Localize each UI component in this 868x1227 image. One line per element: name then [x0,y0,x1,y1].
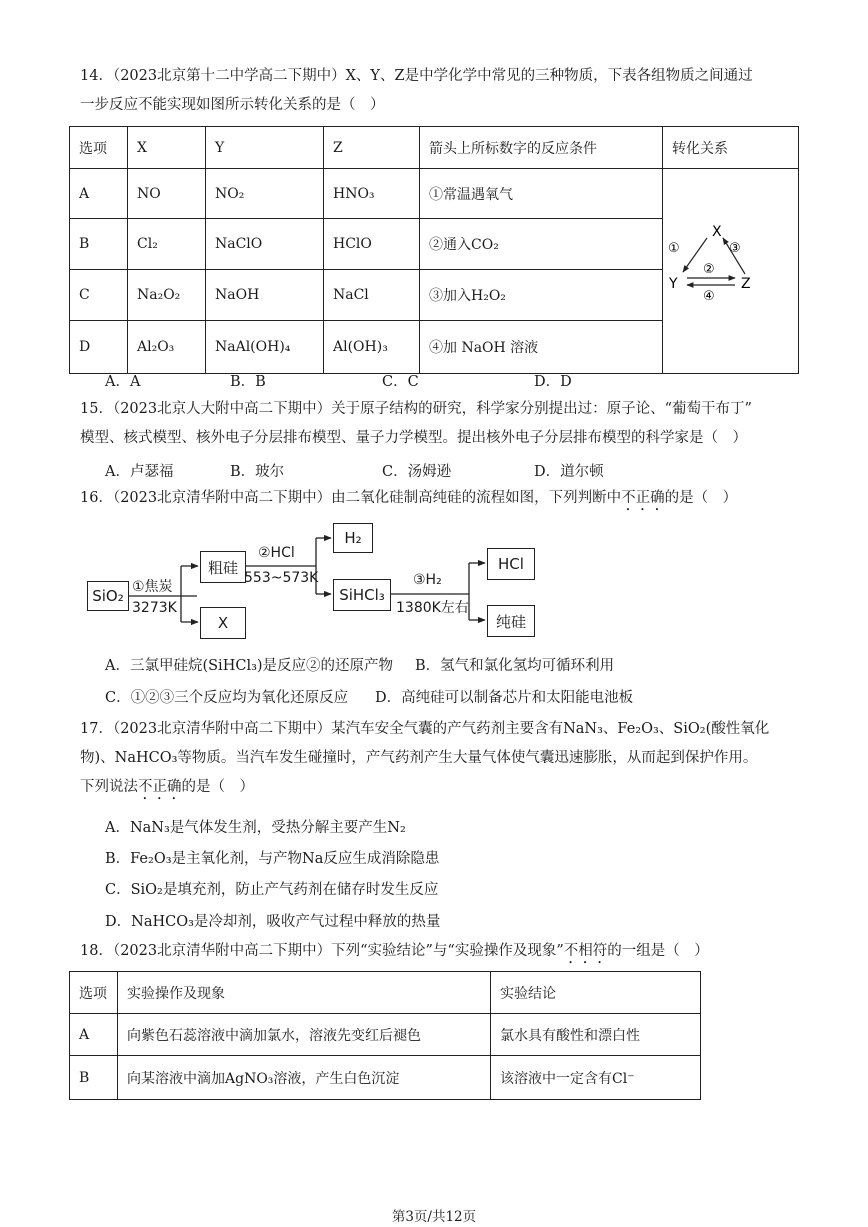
q17-stem [80,715,800,803]
q18-stem-end: 的一组是（ ） [607,943,709,959]
x-cell: NO [128,169,206,219]
option-cell: A [70,1014,118,1056]
q16-stem-text: 16．（2023北京清华附中高二下期中）由二氧化硅制高纯硅的流程如图，下列判断中 [80,490,622,506]
node-z: Z [741,276,751,292]
q16-stem-emphasis: 不正确 [621,490,665,506]
step3-condition: 1380K左右 [396,600,469,616]
condition-cell: ③加入H₂O₂ [420,270,663,321]
x-cell: Al₂O₃ [128,321,206,374]
q14-stem-line2: 一步反应不能实现如图所示转化关系的是（ ） [80,97,385,113]
label-4: ④ [703,289,715,304]
y-cell: NaOH [206,270,324,321]
q14-header-cell: Z [324,127,420,169]
q17-stem-line3-end: 的是（ ） [181,779,254,795]
q16-option-a[interactable]: A．三氯甲硅烷(SiHCl₃)是反应②的还原产物 [105,658,394,674]
step2-condition: 553~573K [244,570,319,586]
z-cell: Al(OH)₃ [324,321,420,374]
step3-reagent: ③H₂ [413,572,442,588]
y-cell: NaClO [206,219,324,270]
page-footer: 第3页/共12页 [391,1209,477,1225]
q14-stem-line1: 14．（2023北京第十二中学高二下期中）X、Y、Z是中学化学中常见的三种物质，下表各组物质之间通过 [80,68,753,84]
q18-header-cell: 实验结论 [491,972,701,1014]
step1-condition: 3273K [132,600,177,616]
q14-header-cell: 转化关系 [663,127,799,169]
condition-cell: ①常温遇氧气 [420,169,663,219]
q18-header-cell: 实验操作及现象 [118,972,491,1014]
q16-option-c[interactable]: C．①②③三个反应均为氧化还原反应 [105,690,349,706]
q18-table [69,971,701,1100]
z-cell: NaCl [324,270,420,321]
q15-stem-line1: 15．（2023北京人大附中高二下期中）关于原子结构的研究，科学家分别提出过：原子论、“葡萄干布丁” [80,401,752,417]
q16-option-b[interactable]: B．氢气和氯化氢均可循环利用 [415,658,615,674]
q17-option-d[interactable]: D．NaHCO₃是冷却剂，吸收产气过程中释放的热量 [105,914,441,930]
q14-header-cell: X [128,127,206,169]
q18-stem [80,937,800,967]
conclusion-cell: 该溶液中一定含有Cl⁻ [491,1056,701,1100]
option-cell: D [70,321,128,374]
node-sio2: SiO₂ [87,581,129,611]
step1-reagent: ①焦炭 [132,579,173,595]
condition-cell: ②通入CO₂ [420,219,663,270]
option-a[interactable]: A．卢瑟福 [105,464,174,480]
option-cell: B [70,219,128,270]
q18-header-cell: 选项 [70,972,118,1014]
node-hcl: HCl [487,548,535,580]
option-a[interactable]: A．A [105,374,141,390]
node-x: X [712,224,722,240]
option-b[interactable]: B．玻尔 [230,464,285,480]
operation-cell: 向某溶液中滴加AgNO₃溶液，产生白色沉淀 [118,1056,491,1100]
option-d[interactable]: D．D [534,374,572,390]
q15-stem-line2: 模型、核式模型、核外电子分层排布模型、量子力学模型。提出核外电子分层排布模型的科学家是（ ） [80,430,747,446]
x-cell: Na₂O₂ [128,270,206,321]
q17-option-a[interactable]: A．NaN₃是气体发生剂，受热分解主要产生N₂ [105,820,406,836]
q18-stem-emphasis: 不相符 [563,943,608,959]
q17-stem-line2: 物)、NaHCO₃等物质。当汽车发生碰撞时，产气药剂产生大量气体使气囊迅速膨胀，从而起到保护作用。 [80,750,758,766]
option-c[interactable]: C．C [382,374,419,390]
node-sihcl3: SiHCl₃ [333,579,391,611]
z-cell: HClO [324,219,420,270]
node-y: Y [669,276,678,292]
q18-stem-text: 18．（2023北京清华附中高二下期中）下列“实验结论”与“实验操作及现象” [80,943,564,959]
option-cell: A [70,169,128,219]
y-cell: NO₂ [206,169,324,219]
step2-reagent: ②HCl [258,545,295,561]
conclusion-cell: 氯水具有酸性和漂白性 [491,1014,701,1056]
q17-stem-emphasis: 不正确 [138,779,182,795]
option-b[interactable]: B．B [230,374,266,390]
q17-stem-line1: 17．（2023北京清华附中高二下期中）某汽车安全气囊的产气药剂主要含有NaN₃、Fe₂O₃、SiO₂(酸性氧化 [80,721,770,737]
y-cell: NaAl(OH)₄ [206,321,324,374]
q14-header-cell: Y [206,127,324,169]
q17-stem-line3-text: 下列说法 [80,779,138,795]
node-h2: H₂ [333,523,373,553]
q17-option-c[interactable]: C．SiO₂是填充剂，防止产气药剂在储存时发生反应 [105,882,439,898]
q17-option-b[interactable]: B．Fe₂O₃是主氧化剂，与产物Na反应生成消除隐患 [105,851,440,867]
q14-header-cell: 选项 [70,127,128,169]
label-2: ② [703,262,715,277]
table-row [70,1014,701,1056]
option-d[interactable]: D．道尔顿 [534,464,604,480]
table-row [70,1056,701,1100]
node-pure-silicon: 纯硅 [487,605,535,637]
condition-cell: ④加 NaOH 溶液 [420,321,663,374]
option-cell: C [70,270,128,321]
label-3: ③ [729,241,741,256]
q16-stem-end: 的是（ ） [664,490,738,506]
label-1: ① [668,241,680,256]
node-x: X [200,607,246,639]
option-c[interactable]: C．汤姆逊 [382,464,452,480]
x-cell: Cl₂ [128,219,206,270]
q14-header-cell: 箭头上所标数字的反应条件 [420,127,663,169]
z-cell: HNO₃ [324,169,420,219]
operation-cell: 向紫色石蕊溶液中滴加氯水，溶液先变红后褪色 [118,1014,491,1056]
node-crude-silicon: 粗硅 [200,551,246,583]
q16-option-d[interactable]: D．高纯硅可以制备芯片和太阳能电池板 [375,690,634,706]
q17-stem-line3 [80,773,800,803]
q18-header-row [70,972,701,1014]
option-cell: B [70,1056,118,1100]
